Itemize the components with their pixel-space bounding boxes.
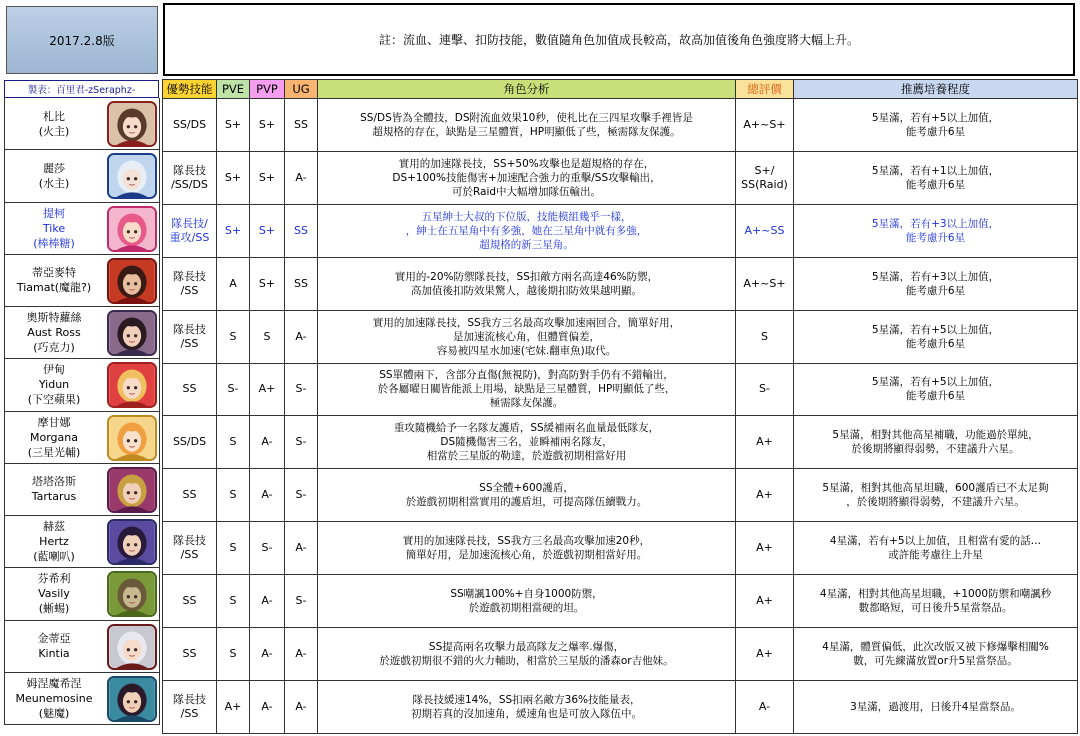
note-text: 註：流血、連擊、扣防技能，數值隨角色加值成長較高，故高加值後角色強度將大幅上升。 [378,33,859,47]
advantage-text: /SS [180,336,199,350]
analysis-cell [318,575,736,628]
total-rating-text: A- [758,699,771,713]
character-name-line: (水主) [38,176,70,190]
analysis-cell [318,310,736,363]
pvp-cell: S [250,310,285,363]
table-row [163,363,1078,416]
header-pve: PVE [217,80,250,99]
analysis-line: SS/DS皆為全體技，DS附流血效果10秒，使札比在三四星攻擊手裡皆是 [360,111,693,124]
ug-cell: A- [285,151,318,204]
total-rating-cell [736,575,794,628]
analysis-line: SS嘲諷100%+自身1000防禦， [450,588,603,601]
recommendation-cell [794,680,1078,733]
analysis-line: 於各屬曜日關皆能派上用場，缺點是三星體質，HP明顯低了些， [377,383,676,396]
character-name-line: Hertz [39,535,69,549]
header-analysis: 角色分析 [318,80,736,99]
table-row [163,522,1078,575]
pve-cell: S [217,575,250,628]
character-name [5,673,103,724]
pvp-cell: S+ [250,257,285,310]
character-entry [4,673,160,725]
pvp-cell: S+ [250,151,285,204]
recommendation-cell [794,469,1078,522]
advantage-cell [163,151,217,204]
analysis-line: ，紳士在五星角中有多強，她在三星角中就有多強， [405,224,648,237]
recommendation-cell [794,522,1078,575]
recommendation-line: 4星滿，體質偏低，此次改版又被下修爆擊相關% [822,641,1049,654]
total-rating-cell [736,363,794,416]
character-name [5,98,103,149]
recommendation-line: 數，可先練滿放置or升5星當祭品。 [853,655,1018,668]
advantage-cell [163,522,217,575]
character-portrait-icon [107,258,157,304]
analysis-line: DS+100%技能傷害+加速配合強力的重擊/SS攻擊輸出， [392,171,661,184]
advantage-cell [163,257,217,310]
analysis-cell [318,257,736,310]
recommendation-line: 能考慮升6星 [905,231,966,244]
character-portrait-icon [107,571,157,617]
analysis-line: 重攻隨機給予一名隊友護盾，SS緩補兩名血量最低隊友， [393,422,660,435]
character-entry [4,255,160,307]
advantage-text: SS [182,382,197,396]
pve-cell: S+ [217,99,250,152]
character-entry [4,359,160,411]
total-rating-text: A+ [756,435,773,449]
pvp-cell: A- [250,469,285,522]
analysis-cell [318,416,736,469]
pvp-cell: S- [250,522,285,575]
recommendation-line: 5星滿，若有+5以上加值， [871,376,1000,389]
recommendation-line: 5星滿，相對其他高星坦職，600護盾已不太足夠 [822,482,1049,495]
character-name-line: Tiamat(魔龍?) [16,281,92,295]
advantage-text: /SS [180,548,199,562]
analysis-line: 極需隊友保護。 [489,397,564,410]
character-name-line: Yidun [38,378,70,392]
header-ug: UG [285,80,318,99]
character-name-line: 塔塔洛斯 [32,475,76,489]
analysis-line: 可於Raid中大幅增加隊伍輸出。 [451,185,602,198]
analysis-line: 超規格的新三星角。 [479,238,574,251]
total-rating-cell [736,257,794,310]
ranking-table [162,79,1078,734]
analysis-cell [318,469,736,522]
pve-cell: S [217,522,250,575]
character-name-line: 麗莎 [43,161,65,175]
advantage-text: /SS/DS [171,177,208,191]
recommendation-cell [794,151,1078,204]
character-name [5,568,103,619]
advantage-text: 隊長技 [173,692,206,706]
character-name [5,464,103,515]
note-box [163,3,1075,76]
table-row [163,416,1078,469]
ug-cell: SS [285,99,318,152]
ug-cell: S- [285,575,318,628]
recommendation-line: 4星滿，相對其他高星坦職，+1000防禦和嘲諷秒 [819,588,1052,601]
character-name-line: (巧克力) [33,341,75,355]
character-name-line: 伊甸 [43,363,65,377]
recommendation-line: 3星滿，過渡用，日後升4星當祭品。 [850,700,1021,713]
recommendation-cell [794,416,1078,469]
character-entry [4,412,160,464]
character-name-line: (藍喇叭) [33,550,75,564]
analysis-line: 初期若真的沒加速角，緩速角也是可放入隊伍中。 [411,707,642,720]
character-name-line: (棒棒糖) [33,236,75,250]
pvp-cell: S+ [250,204,285,257]
total-rating-text: A+~S+ [743,117,786,131]
ug-cell: S- [285,363,318,416]
total-rating-text: A+ [756,541,773,555]
analysis-line: 五星紳士大叔的下位版，技能模組幾乎一樣， [421,210,632,223]
character-name-line: (下空蘋果) [27,393,81,407]
total-rating-cell [736,99,794,152]
total-rating-text: S [761,329,768,343]
recommendation-line: 能考慮升6星 [905,125,966,138]
analysis-line: 於遊戲初期很不錯的火力輔助，相當於三星版的潘森or吉他妹。 [379,655,674,668]
analysis-line: 實用的-20%防禦隊長技，SS扣敵方兩名高達46%防禦， [394,270,659,283]
pvp-cell: S+ [250,99,285,152]
analysis-cell [318,151,736,204]
advantage-cell [163,99,217,152]
ug-cell: S- [285,416,318,469]
advantage-text: /SS [180,283,199,297]
pve-cell: S [217,416,250,469]
advantage-cell [163,680,217,733]
table-row [163,257,1078,310]
analysis-line: SS單體兩下，含部分直傷(無視防)，對高防對手仍有不錯輸出， [379,369,674,382]
advantage-text: SS [182,647,197,661]
character-name [5,412,103,463]
character-name-column [4,98,160,734]
character-portrait-icon [107,519,157,565]
recommendation-line: 數都略短，可日後升5星當祭品。 [858,602,1013,615]
recommendation-line: 5星滿，若有+1以上加值， [871,164,1000,177]
recommendation-line: 能考慮升6星 [905,284,966,297]
analysis-line: SS全體+600護盾， [479,482,574,495]
total-rating-cell [736,469,794,522]
recommendation-line: 5星滿，若有+5以上加值， [871,323,1000,336]
ug-cell: A- [285,310,318,363]
analysis-line: 實用的加速隊長技，SS我方三名最高攻擊加速20秒， [402,535,651,548]
recommendation-line: 5星滿，相對其他高星補職，功能過於單純， [832,429,1039,442]
pvp-cell: A- [250,680,285,733]
pve-cell: S- [217,363,250,416]
character-name-line: 姆涅魔希涅 [26,676,82,690]
analysis-cell [318,99,736,152]
advantage-text: SS/DS [172,435,207,449]
table-row [163,680,1078,733]
character-portrait-icon [107,624,157,670]
table-row [163,628,1078,681]
recommendation-line: 能考慮升6星 [905,337,966,350]
character-name [5,621,103,672]
total-rating-text: A+ [756,594,773,608]
ranking-table-body [163,99,1078,734]
character-name-line: Tartarus [31,490,77,504]
ug-cell: S- [285,469,318,522]
analysis-line: DS隨機傷害三名，並瞬補兩名隊友， [440,436,613,449]
character-name-line: Aust Ross [27,326,81,340]
character-name [5,255,103,306]
character-name-line: 奧斯特蘿絲 [26,311,82,325]
total-rating-cell [736,680,794,733]
character-portrait-icon [107,415,157,461]
total-rating-text: A+~SS [744,223,785,237]
character-portrait-icon [107,153,157,199]
advantage-text: 隊長技 [173,534,206,548]
recommendation-cell [794,99,1078,152]
character-entry [4,150,160,202]
character-entry [4,568,160,620]
table-row [163,204,1078,257]
character-entry [4,307,160,359]
advantage-cell [163,469,217,522]
header-total-rating: 總評價 [736,80,794,99]
pve-cell: A+ [217,680,250,733]
analysis-line: SS提高兩名攻擊力最高隊友之爆率.爆傷， [428,641,625,654]
advantage-cell [163,575,217,628]
recommendation-line: 5星滿，若有+3以上加值， [871,270,1000,283]
total-rating-text: A+ [756,647,773,661]
character-name-line: Tike [42,221,66,235]
pvp-cell: A- [250,416,285,469]
total-rating-text: A+~S+ [743,276,786,290]
recommendation-line: 4星滿，若有+5以上加值，且相當有愛的話… [829,535,1042,548]
version-date-text: 2017.2.8版 [49,33,115,48]
advantage-cell [163,204,217,257]
total-rating-cell [736,416,794,469]
pve-cell: S [217,310,250,363]
recommendation-cell [794,363,1078,416]
total-rating-text: S- [759,382,770,396]
header-recommendation: 推薦培養程度 [794,80,1078,99]
analysis-line: 隊長技緩速14%，SS扣兩名敵方36%技能量表， [412,693,641,706]
maker-credit-text: 製表：百里君-zSeraphz- [27,85,136,96]
recommendation-line: 或許能考慮往上升星 [888,549,983,562]
analysis-cell [318,522,736,575]
recommendation-cell [794,575,1078,628]
recommendation-line: ，於後期將顯得弱勢，不建議升六星。 [846,496,1025,509]
character-name [5,150,103,201]
character-portrait-icon [107,362,157,408]
pve-cell: S+ [217,204,250,257]
recommendation-line: 5星滿，若有+3以上加值， [871,217,1000,230]
recommendation-cell [794,310,1078,363]
analysis-line: 於遊戲初期相當硬的坦。 [468,602,585,615]
pve-cell: S [217,469,250,522]
analysis-cell [318,363,736,416]
character-name-line: (火主) [38,124,70,138]
advantage-cell [163,363,217,416]
advantage-text: SS [182,594,197,608]
header-pvp: PVP [250,80,285,99]
character-name-line: 札比 [43,109,65,123]
advantage-text: 隊長技/ [171,216,208,230]
total-rating-cell [736,310,794,363]
character-name-line: Kintia [38,647,70,661]
header-row [163,80,1078,99]
character-name-line: 蒂亞麥特 [32,266,76,280]
advantage-text: 重攻/SS [169,230,210,244]
advantage-cell [163,310,217,363]
table-row [163,469,1078,522]
advantage-text: SS [182,488,197,502]
ug-cell: A- [285,628,318,681]
table-row [163,151,1078,204]
pve-cell: S+ [217,151,250,204]
character-portrait-icon [107,467,157,513]
character-name [5,203,103,254]
character-entry [4,516,160,568]
character-name [5,516,103,567]
analysis-line: 超規格的存在，缺點是三星體質，HP明顯低了些，極需隊友保護。 [372,125,681,138]
character-entry [4,203,160,255]
analysis-line: 於遊戲初期相當實用的護盾坦，可提高隊伍續戰力。 [405,496,648,509]
total-rating-text: A+ [756,488,773,502]
character-portrait-icon [107,206,157,252]
ug-cell: SS [285,257,318,310]
character-name [5,307,103,358]
total-rating-cell [736,204,794,257]
analysis-line: 實用的加速隊長技，SS+50%攻擊也是超規格的存在， [398,157,655,170]
pvp-cell: A- [250,575,285,628]
advantage-text: 隊長技 [173,163,206,177]
analysis-line: 是加速流核心角，但體質偏差， [453,330,600,343]
character-name-line: 芬希利 [37,572,71,586]
pve-cell: S [217,628,250,681]
character-name-line: Meunemosine [15,691,93,705]
analysis-line: 相當於三星版的勒達，於遊戲初期相當好用 [426,450,627,463]
advantage-text: /SS [180,706,199,720]
ug-cell: SS [285,204,318,257]
analysis-cell [318,680,736,733]
maker-credit [4,80,159,98]
character-name-line: (三星光輔) [27,445,81,459]
version-date-label [6,6,158,74]
character-name-line: 摩甘娜 [37,415,71,429]
character-portrait-icon [107,676,157,722]
table-row [163,99,1078,152]
recommendation-line: 於後期將顯得弱勢，不建議升六星。 [851,443,1020,456]
analysis-line: 實用的加速隊長技，SS我方三名最高攻擊加速兩回合，簡單好用， [372,316,681,329]
recommendation-cell [794,257,1078,310]
table-row [163,575,1078,628]
analysis-line: 簡單好用，是加速流核心角，於遊戲初期相當好用。 [405,549,648,562]
pve-cell: A [217,257,250,310]
character-name-line: (魅魔) [38,706,70,720]
character-name-line: Morgana [30,430,78,444]
character-name-line: (蜥蜴) [38,602,70,616]
recommendation-cell [794,628,1078,681]
character-name-line: 提柯 [43,206,65,220]
advantage-text: 隊長技 [173,322,206,336]
table-row [163,310,1078,363]
total-rating-cell [736,151,794,204]
recommendation-line: 能考慮升6星 [905,390,966,403]
character-name-line: 赫茲 [43,520,65,534]
total-rating-text: S+/ [754,163,775,177]
advantage-cell [163,628,217,681]
character-entry [4,98,160,150]
recommendation-line: 5星滿，若有+5以上加值， [871,111,1000,124]
advantage-text: 隊長技 [173,269,206,283]
recommendation-line: 能考慮升6星 [905,178,966,191]
analysis-line: 容易被四星水加速(宅妹.翻車魚)取代。 [436,344,617,357]
analysis-cell [318,628,736,681]
character-portrait-icon [107,101,157,147]
pvp-cell: A+ [250,363,285,416]
recommendation-cell [794,204,1078,257]
analysis-line: 高加值後扣防效果驚人，越後期扣防效果越明顯。 [411,284,642,297]
character-portrait-icon [107,310,157,356]
character-name-line: 金蒂亞 [37,632,71,646]
character-name [5,359,103,410]
total-rating-cell [736,522,794,575]
header-advantage-skill: 優勢技能 [163,80,217,99]
character-name-line: Vasily [38,587,70,601]
advantage-text: SS/DS [172,117,207,131]
total-rating-cell [736,628,794,681]
character-entry [4,464,160,516]
character-entry [4,621,160,673]
total-rating-text: SS(Raid) [741,177,788,191]
ug-cell: A- [285,522,318,575]
analysis-cell [318,204,736,257]
pvp-cell: A- [250,628,285,681]
ug-cell: A- [285,680,318,733]
advantage-cell [163,416,217,469]
